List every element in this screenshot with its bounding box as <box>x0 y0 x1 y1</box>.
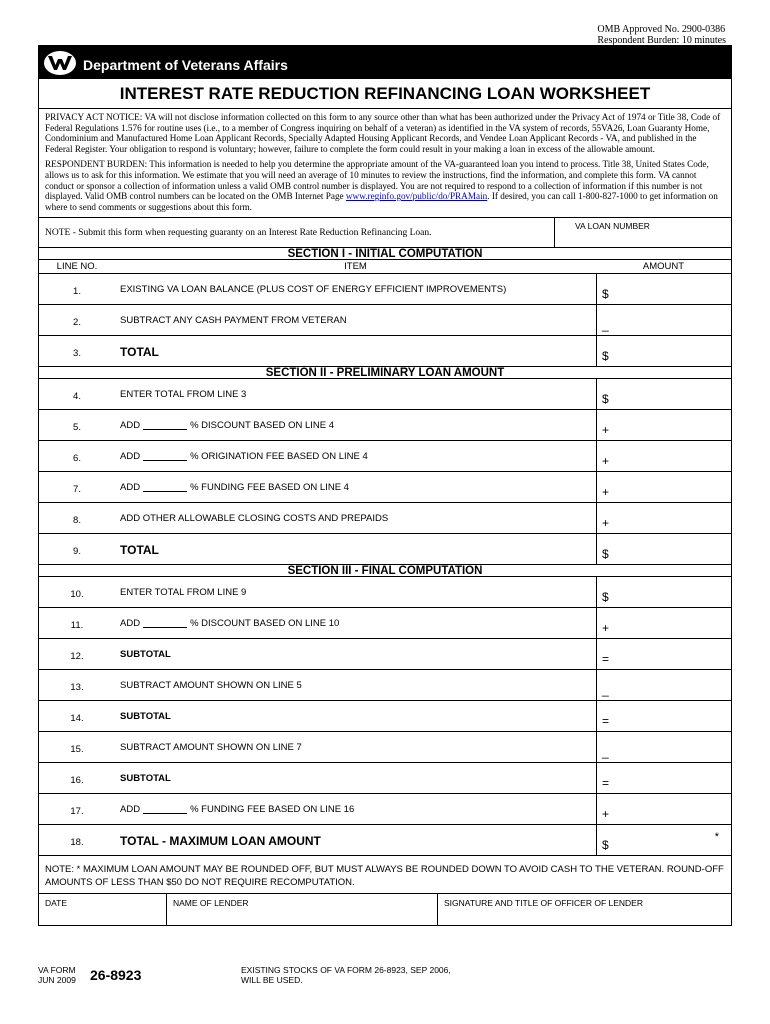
row-item-prefix: ADD <box>120 618 141 630</box>
worksheet-row <box>39 762 731 793</box>
amount-operator: = <box>602 714 610 729</box>
amount-operator: + <box>602 454 610 469</box>
row-item <box>115 410 596 440</box>
row-line-number: 2. <box>73 317 81 329</box>
amount-operator: $ <box>602 349 609 364</box>
va-loan-number-label: VA LOAN NUMBER <box>575 221 650 232</box>
row-item: TOTAL <box>120 345 159 360</box>
worksheet-form <box>38 45 732 926</box>
row-item <box>115 608 596 638</box>
row-line-number: 10. <box>70 589 84 601</box>
stock-line-1: EXISTING STOCKS OF VA FORM 26-8923, SEP 2006, <box>241 965 451 975</box>
amount-input[interactable] <box>596 503 731 533</box>
note-row <box>39 217 731 247</box>
row-item: EXISTING VA LOAN BALANCE (PLUS COST OF ENERGY EFFICIENT IMPROVEMENTS) <box>120 284 507 296</box>
amount-input[interactable] <box>596 639 731 669</box>
amount-operator: = <box>602 776 610 791</box>
signature-field[interactable] <box>438 894 731 925</box>
stock-note <box>241 965 451 985</box>
row-line-number: 15. <box>70 744 84 756</box>
row-line-number: 17. <box>70 806 84 818</box>
row-item <box>115 441 596 471</box>
amount-operator: $ <box>602 392 609 407</box>
submit-note: NOTE - Submit this form when requesting guaranty on an Interest Rate Reduction Refinancing Loan. <box>45 228 432 239</box>
section-1-title: SECTION I - INITIAL COMPUTATION <box>39 247 731 259</box>
amount-operator: + <box>602 621 610 636</box>
form-id <box>38 965 76 985</box>
col-line-no: LINE NO. <box>56 261 98 273</box>
burden-text: RESPONDENT BURDEN: This information is needed to help you determine the appropriate amount of the VA-guaranteed loan you intend to process. Title 38, United States Code, allows us to ask for this information. We estimate that you will need an average of 10 minutes to review the instructions, find the information, and complete this form. VA cannot conduct or sponsor a collection of information unless a valid OMB control number is displayed. You are not required to respond to a collection of information if this number is not displayed. Valid OMB control numbers can be located on the OMB Internet Page <box>45 159 709 202</box>
row-item: ENTER TOTAL FROM LINE 9 <box>120 587 247 599</box>
amount-input[interactable] <box>596 441 731 471</box>
row-line-number: 7. <box>73 484 81 496</box>
amount-operator: + <box>602 807 610 822</box>
amount-operator: + <box>602 485 610 500</box>
row-line-number: 3. <box>73 348 81 360</box>
omb-info <box>597 24 726 46</box>
row-item: ENTER TOTAL FROM LINE 3 <box>120 389 247 401</box>
omb-link[interactable]: www.reginfo.gov/public/do/PRAMain <box>345 191 488 202</box>
worksheet-row <box>39 533 731 564</box>
row-item-suffix: % ORIGINATION FEE BASED ON LINE 4 <box>190 451 368 463</box>
row-line-number: 6. <box>73 453 81 465</box>
row-item-suffix: % DISCOUNT BASED ON LINE 10 <box>190 618 340 630</box>
amount-input[interactable] <box>596 608 731 638</box>
amount-operator: + <box>602 423 610 438</box>
worksheet-row <box>39 440 731 471</box>
amount-input[interactable] <box>596 379 731 409</box>
respondent-burden: Respondent Burden: 10 minutes <box>597 35 726 46</box>
worksheet-row <box>39 607 731 638</box>
worksheet-row <box>39 273 731 304</box>
row-item-suffix: % FUNDING FEE BASED ON LINE 16 <box>190 804 355 816</box>
va-seal-icon <box>43 50 77 76</box>
worksheet-row <box>39 409 731 440</box>
percent-input[interactable] <box>143 420 187 430</box>
amount-input[interactable] <box>596 410 731 440</box>
date-field[interactable] <box>39 894 167 925</box>
row-line-number: 5. <box>73 422 81 434</box>
percent-input[interactable] <box>143 451 187 461</box>
row-item: SUBTOTAL <box>120 649 171 661</box>
row-line-number: 18. <box>70 837 84 849</box>
omb-number: OMB Approved No. 2900-0386 <box>597 24 726 35</box>
burden-text-end: . If desired, you can call 1-800-827-1000 to get information on where to send comments or suggestions about this form. <box>45 191 718 212</box>
amount-input[interactable] <box>596 825 731 855</box>
row-item-prefix: ADD <box>120 804 141 816</box>
amount-input[interactable] <box>596 577 731 607</box>
notice-block <box>39 109 731 212</box>
amount-input[interactable] <box>596 670 731 700</box>
rounding-asterisk: * <box>714 831 719 844</box>
row-line-number: 4. <box>73 391 81 403</box>
amount-input[interactable] <box>596 763 731 793</box>
row-item: SUBTRACT ANY CASH PAYMENT FROM VETERAN <box>120 315 347 327</box>
section-3-title: SECTION III - FINAL COMPUTATION <box>39 564 731 576</box>
row-line-number: 16. <box>70 775 84 787</box>
row-item-prefix: ADD <box>120 451 141 463</box>
amount-operator: _ <box>602 318 609 333</box>
amount-input[interactable] <box>596 274 731 304</box>
stock-line-2: WILL BE USED. <box>241 975 303 985</box>
worksheet-row <box>39 576 731 607</box>
worksheet-row <box>39 335 731 366</box>
row-line-number: 1. <box>73 286 81 298</box>
row-line-number: 14. <box>70 713 84 725</box>
amount-input[interactable] <box>596 534 731 564</box>
department-name: Department of Veterans Affairs <box>83 56 288 73</box>
amount-operator: $ <box>602 547 609 562</box>
worksheet-row <box>39 731 731 762</box>
row-line-number: 8. <box>73 515 81 527</box>
worksheet-row <box>39 700 731 731</box>
section-2-title: SECTION II - PRELIMINARY LOAN AMOUNT <box>39 366 731 378</box>
worksheet-row <box>39 304 731 335</box>
form-number: 26-8923 <box>90 967 142 983</box>
amount-operator: + <box>602 516 610 531</box>
col-item: ITEM <box>344 261 367 273</box>
amount-operator: _ <box>602 683 609 698</box>
row-line-number: 9. <box>73 546 81 558</box>
row-item: TOTAL <box>120 543 159 558</box>
percent-input[interactable] <box>143 804 187 814</box>
row-item <box>115 794 596 824</box>
worksheet-row <box>39 638 731 669</box>
worksheet-row <box>39 793 731 824</box>
form-label: VA FORM <box>38 965 76 975</box>
row-item-prefix: ADD <box>120 420 141 432</box>
amount-input[interactable] <box>596 794 731 824</box>
row-line-number: 11. <box>70 620 84 632</box>
column-headers <box>39 259 731 273</box>
signature-row <box>39 893 731 925</box>
form-date: JUN 2009 <box>38 975 76 985</box>
worksheet-row <box>39 502 731 533</box>
row-item-suffix: % FUNDING FEE BASED ON LINE 4 <box>190 482 349 494</box>
amount-input[interactable] <box>596 305 731 335</box>
va-loan-number-field[interactable] <box>554 218 731 247</box>
worksheet-row <box>39 378 731 409</box>
worksheet-row <box>39 824 731 855</box>
row-item: SUBTRACT AMOUNT SHOWN ON LINE 7 <box>120 742 302 754</box>
rounding-note: NOTE: * MAXIMUM LOAN AMOUNT MAY BE ROUNDED OFF, BUT MUST ALWAYS BE ROUNDED DOWN TO AVOID CASH TO THE VETERAN. ROUND-OFF AMOUNTS OF LESS THAN $50 DO NOT REQUIRE RECOMPUTATION. <box>39 855 731 893</box>
row-item-suffix: % DISCOUNT BASED ON LINE 4 <box>190 420 335 432</box>
date-label: DATE <box>45 898 68 909</box>
amount-input[interactable] <box>596 701 731 731</box>
row-item <box>115 472 596 502</box>
row-item: SUBTOTAL <box>120 711 171 723</box>
worksheet-row <box>39 669 731 700</box>
row-item: ADD OTHER ALLOWABLE CLOSING COSTS AND PREPAIDS <box>120 513 389 525</box>
row-line-number: 13. <box>70 682 84 694</box>
header-bar <box>39 46 731 79</box>
percent-input[interactable] <box>143 482 187 492</box>
lender-name-label: NAME OF LENDER <box>173 898 249 909</box>
signature-label: SIGNATURE AND TITLE OF OFFICER OF LENDER <box>444 898 643 909</box>
percent-input[interactable] <box>143 618 187 628</box>
amount-input[interactable] <box>596 732 731 762</box>
row-item: SUBTOTAL <box>120 773 171 785</box>
amount-operator: $ <box>602 838 609 853</box>
row-line-number: 12. <box>70 651 84 663</box>
form-title: INTEREST RATE REDUCTION REFINANCING LOAN WORKSHEET <box>39 79 731 109</box>
amount-input[interactable] <box>596 336 731 366</box>
respondent-burden-notice <box>45 159 725 212</box>
form-footer <box>38 963 732 987</box>
row-item: SUBTRACT AMOUNT SHOWN ON LINE 5 <box>120 680 302 692</box>
col-amount: AMOUNT <box>642 261 685 273</box>
amount-operator: _ <box>602 745 609 760</box>
row-item: TOTAL - MAXIMUM LOAN AMOUNT <box>120 834 321 849</box>
amount-operator: $ <box>602 287 609 302</box>
amount-input[interactable] <box>596 472 731 502</box>
worksheet-row <box>39 471 731 502</box>
amount-operator: = <box>602 652 610 667</box>
amount-operator: $ <box>602 590 609 605</box>
row-item-prefix: ADD <box>120 482 141 494</box>
lender-name-field[interactable] <box>167 894 438 925</box>
privacy-notice: PRIVACY ACT NOTICE: VA will not disclose information collected on this form to any source other than what has been authorized under the Privacy Act of 1974 or Title 38, Code of Federal Regulations 1.576 for routine uses (i.e., to a member of Congress inquiring on behalf of a veteran) as identified in the VA system of records, 55VA26, Loan Guaranty Home, Condominium and Manufactured Home Loan Applicant Records, Specially Adapted Housing Applicant Records, and Vendee Loan Applicant Records - VA, and published in the Federal Register. Your obligation to respond is voluntary; however, failure to complete the form could result in your making a loan in excess of the allowable amount. <box>45 112 721 154</box>
